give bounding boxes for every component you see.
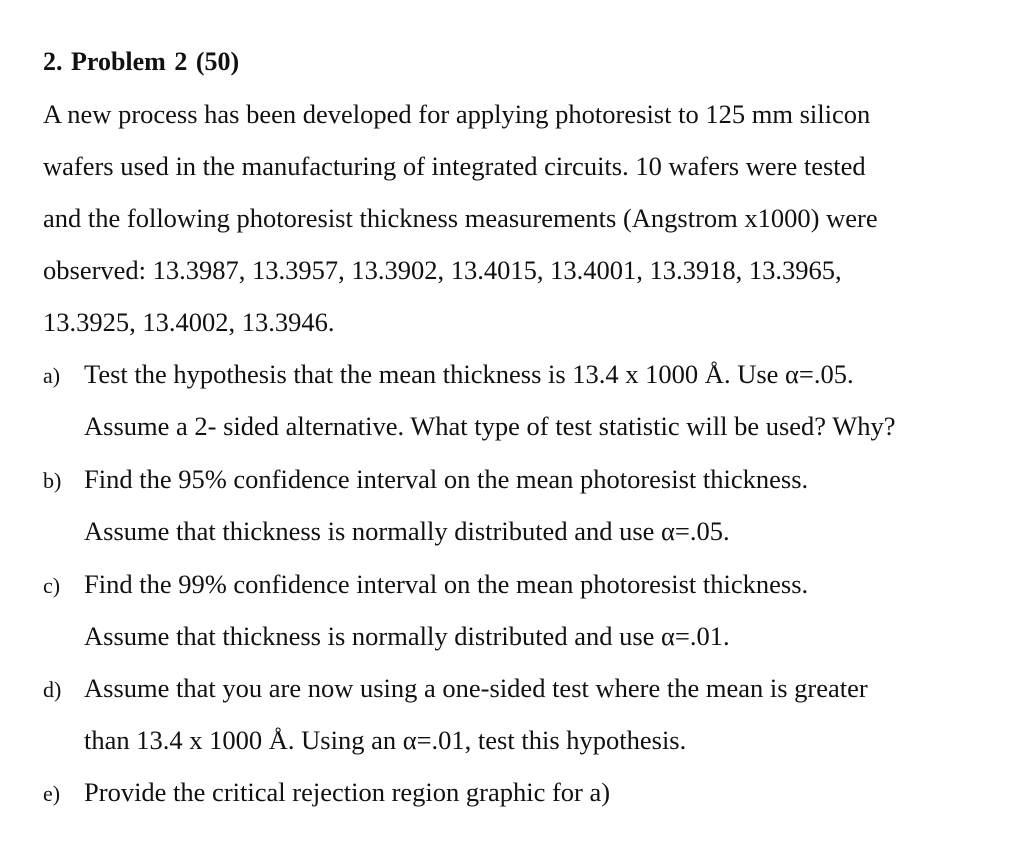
item-line: than 13.4 x 1000 Å. Using an α=.01, test this hypothesis. xyxy=(84,725,687,755)
intro-line: observed: 13.3987, 13.3957, 13.3902, 13.4015, 13.4001, 13.3918, 13.3965, xyxy=(43,255,842,285)
item-label: c) xyxy=(43,573,61,598)
item-line: Find the 99% confidence interval on the mean photoresist thickness. xyxy=(84,569,809,599)
item-label: a) xyxy=(43,363,61,388)
item-line: Provide the critical rejection region graphic for a) xyxy=(84,777,611,807)
item-line: Assume that thickness is normally distributed and use α=.01. xyxy=(84,621,730,651)
problem-title: 2. Problem 2 (50) xyxy=(43,47,240,76)
item-line: Assume that thickness is normally distributed and use α=.05. xyxy=(84,516,730,546)
item-line: Test the hypothesis that the mean thickness is 13.4 x 1000 Å. Use α=.05. xyxy=(84,359,854,389)
item-line: Find the 95% confidence interval on the mean photoresist thickness. xyxy=(84,464,809,494)
item-label: d) xyxy=(43,677,62,702)
intro-line: wafers used in the manufacturing of integrated circuits. 10 wafers were tested xyxy=(43,151,866,181)
item-label: b) xyxy=(43,468,62,493)
item-line: Assume a 2- sided alternative. What type of test statistic will be used? Why? xyxy=(84,411,896,441)
intro-line: 13.3925, 13.4002, 13.3946. xyxy=(43,307,335,337)
item-line: Assume that you are now using a one-sided test where the mean is greater xyxy=(84,673,868,703)
item-label: e) xyxy=(43,781,61,806)
intro-line: A new process has been developed for applying photoresist to 125 mm silicon xyxy=(43,99,871,129)
intro-line: and the following photoresist thickness measurements (Angstrom x1000) were xyxy=(43,203,878,233)
